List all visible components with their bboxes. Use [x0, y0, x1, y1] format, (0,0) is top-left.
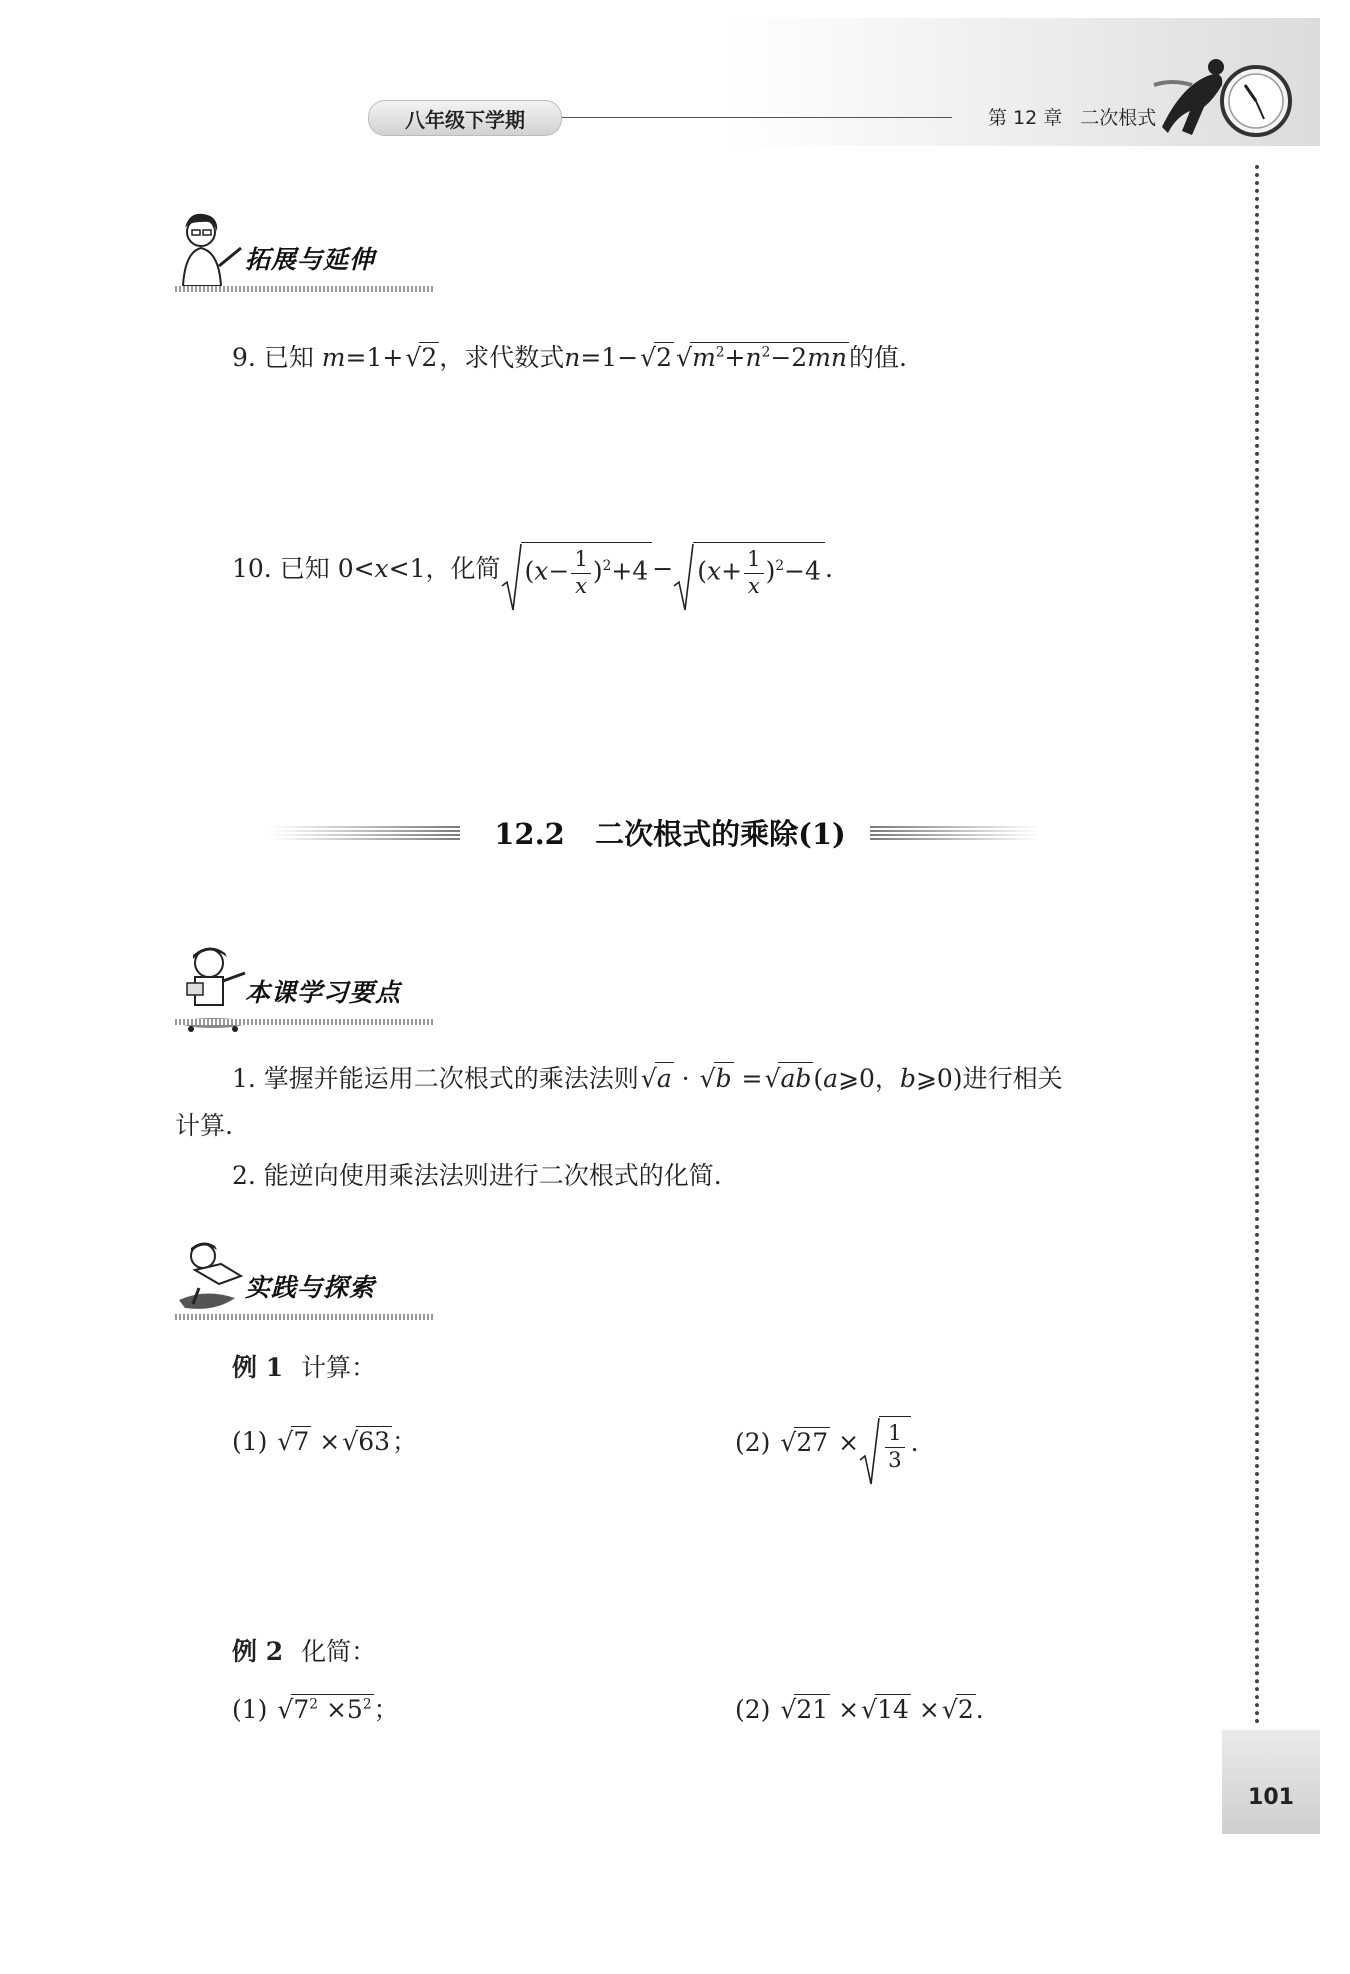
- student-surfing-figure-icon: [175, 1238, 255, 1318]
- grade-label: 八年级下学期: [368, 100, 562, 136]
- example-task: 计算：: [301, 1353, 377, 1382]
- section-underline: [175, 1019, 435, 1025]
- example-2-heading: [232, 1636, 376, 1669]
- title-decor-left: [270, 824, 460, 842]
- lesson-title: [470, 812, 870, 853]
- chapter-title: 二次根式: [1080, 107, 1157, 129]
- section-label-practice: 实践与探索: [245, 1273, 376, 1302]
- example-2-item-1: (1) √ $7^2 \times 5^2$；: [232, 1695, 399, 1724]
- lesson-number: 12.2: [494, 817, 565, 851]
- key-point-text: 进行相关: [962, 1064, 1063, 1093]
- key-point-text: 1. 掌握并能运用二次根式的乘法法则: [232, 1064, 639, 1093]
- section-header-extension: [175, 222, 455, 292]
- lesson-title-text: 二次根式的乘除(1): [595, 817, 846, 851]
- key-point-1-cont: 计算.: [175, 1111, 233, 1140]
- example-label: 例 1: [232, 1353, 284, 1382]
- question-10: 10. 已知 0<x<1，化简 (x− $\frac{1}{x}$ )$^2$+4 − (x+ $\frac{1}{x}$ )$^2$−4 .: [232, 542, 833, 599]
- item-number: (1): [232, 1427, 268, 1456]
- section-label-extension: 拓展与延伸: [245, 245, 376, 274]
- example-label: 例 2: [232, 1637, 284, 1666]
- key-point-1: 1. 掌握并能运用二次根式的乘法法则 √ a · √ b = √ ab(a⩾0，b⩾0)进行相关: [232, 1062, 1063, 1096]
- question-text: ，化简: [425, 554, 501, 583]
- page-number: 101: [1248, 1785, 1294, 1810]
- example-1-heading: [232, 1352, 376, 1385]
- example-task: 化简：: [301, 1637, 377, 1666]
- section-header-key-points: [175, 955, 455, 1025]
- item-number: (2): [735, 1428, 771, 1457]
- question-text: 的值.: [849, 343, 907, 372]
- question-text: 已知: [279, 554, 330, 583]
- item-number: (2): [735, 1695, 771, 1724]
- page-number-box: [1222, 1730, 1320, 1834]
- section-underline: [175, 1314, 435, 1320]
- teacher-figure-icon: [175, 210, 245, 288]
- example-1-item-2: (2) √ 27 × $\frac{1}{3}$ .: [735, 1416, 919, 1473]
- header-rule: [562, 117, 952, 118]
- question-text: 已知: [263, 343, 314, 372]
- title-decor-right: [870, 824, 1040, 842]
- section-label-key-points: 本课学习要点: [245, 978, 402, 1007]
- key-point-2: 2. 能逆向使用乘法法则进行二次根式的化简.: [232, 1161, 722, 1190]
- example-1-item-1: (1) √ 7 × √ 63；: [232, 1427, 418, 1456]
- section-underline: [175, 286, 435, 292]
- example-2-item-2: (2) √ 21 × √ 14 × √ 2.: [735, 1695, 984, 1724]
- question-9: 9. 已知 m=1+ √ 2，求代数式n=1− √ 2 √ $m^2+n^2-2mn$的值.: [232, 343, 907, 372]
- section-header-practice: [175, 1250, 455, 1320]
- item-number: (1): [232, 1695, 268, 1724]
- question-number: 10.: [232, 554, 272, 583]
- runner-clock-logo-icon: [1152, 55, 1292, 145]
- lesson-title-bar: [270, 812, 1040, 856]
- chapter-heading: [988, 103, 1174, 130]
- page-edge-dots: [1255, 165, 1259, 1725]
- chapter-number: 第 12 章: [988, 107, 1063, 129]
- question-number: 9.: [232, 343, 256, 372]
- question-text: ，求代数式: [439, 343, 565, 372]
